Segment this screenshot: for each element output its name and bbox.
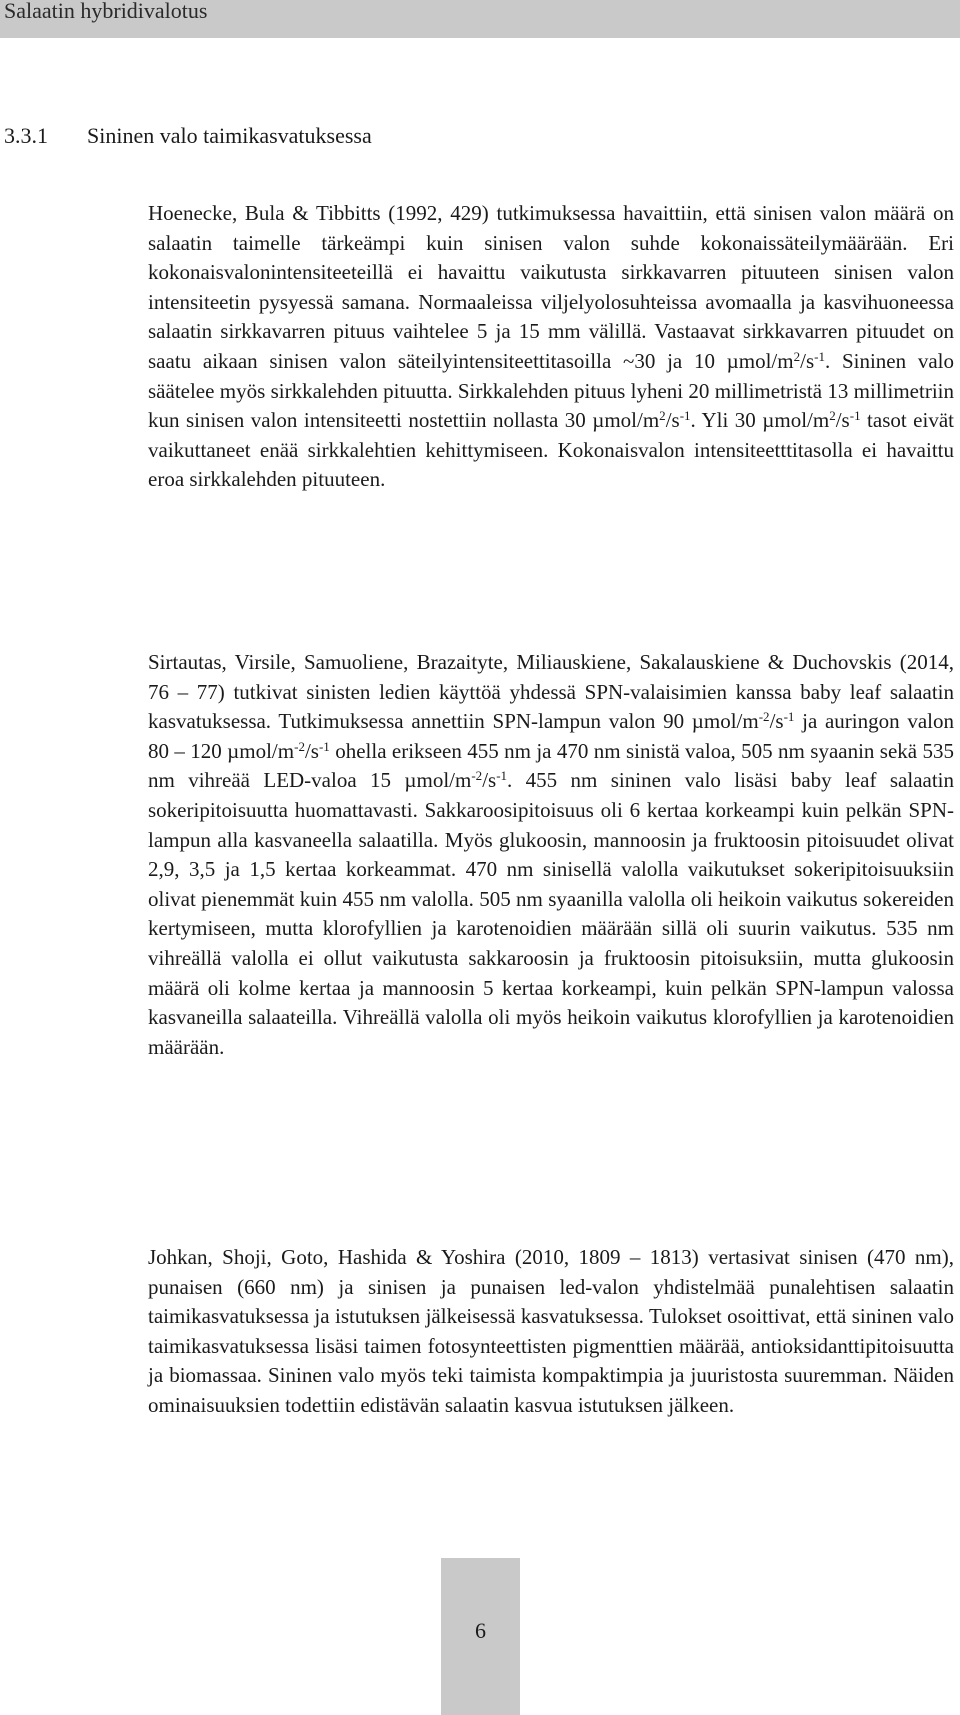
text-run: Johkan, Shoji, Goto, Hashida & Yoshira (2010, 1809 – 1813) vertasivat sinisen (470 nm), punaisen (660 nm) ja sinisen ja punaisen led-valon yhdistelmää punalehtisen salaatin taimikasvatuksessa ja istutuksen jälkeisessä kasvatuksessa. Tulokset osoittivat, että sininen valo taimikasvatuksessa lisäsi taimen fotosynteettisten pigmenttien määrää, antioksidanttipitoisuutta ja biomassaa. Sininen valo myös teki taimista kompaktimpia ja juuristosta suuremman. Näiden ominaisuuksien todettiin edistävän salaatin kasvua istutuksen jälkeen.: [148, 1245, 954, 1417]
section-number: 3.3.1: [4, 123, 48, 148]
paragraph-johkan: [148, 1243, 954, 1421]
text-run: /s: [304, 738, 319, 763]
text-run: Hoenecke, Bula & Tibbitts (1992, 429) tutkimuksessa havaittiin, että sinisen valon määrä on salaatin taimelle tärkeämpi kuin sinisen valon suhde kokonaissäteilymäärään. Eri kokonaisvalonintensiteeteillä ei havaittu vaikutusta sirkkavarren pituuteen sinisen valon intensiteetin pysyessä samana. Normaaleissa viljelyolosuhteissa avomaalla ja kasvihuoneessa salaatin sirkkavarren pituus vaihtelee 5 ja 15 mm välillä. Vastaavat sirkkavarren pituudet on saatu aikaan sinisen valon säteilyintensiteettitasoilla ~30 ja 10 µmol/m: [148, 201, 954, 373]
superscript: 2: [793, 348, 801, 364]
page-number: 6: [475, 1618, 486, 1643]
text-run: /s: [769, 709, 784, 734]
text-run: tasot eivät vaikuttaneet enää sirkkalehtien kehittymiseen. Kokonaisvalon intensiteetttitasolla ei havaittu eroa sirkkalehden pituuteen.: [148, 408, 954, 492]
text-run: Sirtautas, Virsile, Samuoliene, Brazaityte, Miliauskiene, Sakalauskiene & Duchovskis (2014, 76 – 77) tutkivat sinisten ledien käyttöä yhdessä SPN-valaisimien kanssa baby leaf salaatin kasvatuksessa. Tutkimuksessa annettiin SPN-lampun valon 90 µmol/m: [148, 650, 954, 734]
text-run: . Yli 30 µmol/m: [690, 408, 830, 433]
superscript: -2: [471, 768, 483, 784]
superscript: -2: [294, 738, 305, 754]
paragraph-sirtautas: [148, 648, 954, 1062]
running-header: [0, 0, 960, 38]
text-run: /s: [665, 408, 680, 433]
superscript: 2: [829, 408, 836, 423]
superscript: -1: [679, 408, 691, 423]
running-header-title: Salaatin hybridivalotus: [4, 0, 208, 23]
text-run: /s: [800, 348, 815, 373]
paragraph-hoenecke: [148, 199, 954, 495]
section-title: Sininen valo taimikasvatuksessa: [87, 123, 372, 148]
superscript: 2: [659, 408, 666, 423]
text-run: . 455 nm sininen valo lisäsi baby leaf salaatin sokeripitoisuutta huomattavasti. Sakkaroosipitoisuus oli 6 kertaa korkeampi kuin pelkän SPN-lampun alla kasvaneella salaatilla. Myös glukoosin, mannoosin ja fruktoosin pitoisuudet olivat 2,9, 3,5 ja 1,5 kertaa korkeammat. 470 nm sinisellä valolla vaikutukset sokeripitoisuuksiin olivat pienemmät kuin 455 nm valolla. 505 nm syaanilla valolla oli heikoin vaikutus sokereiden kertymiseen, mutta klorofyllien ja karotenoidien määrään sillä oli suurin vaikutus. 535 nm vihreällä valolla ei ollut vaikutusta sakkaroosin ja fruktoosin pitoisuksiin, mutta glukoosin määrä oli kolme kertaa ja mannoosin 5 kertaa korkeampi, kuin pelkän SPN-lampun valossa kasvaneilla salaateilla. Vihreällä valolla oli myös heikoin vaikutus klorofyllien ja karotenoidien määrään.: [148, 768, 955, 1059]
superscript: -1: [496, 768, 508, 784]
superscript: -1: [849, 408, 861, 423]
superscript: -2: [758, 709, 770, 725]
superscript: -1: [318, 738, 330, 754]
text-run: /s: [482, 768, 497, 793]
page-number-box: [441, 1558, 520, 1715]
text-run: . Sininen valo säätelee myös sirkkalehden pituutta. Sirkkalehden pituus lyheni 20 millimetristä 13 millimetriin kun sinisen valon intensiteetti nostettiin nollasta 30 µmol/m: [148, 348, 954, 433]
section-heading: [4, 123, 372, 149]
superscript: -1: [783, 709, 795, 725]
text-run: /s: [835, 408, 850, 433]
superscript: -1: [814, 348, 825, 364]
text-run: ja auringon valon 80 – 120 µmol/m: [148, 709, 954, 763]
text-run: ohella erikseen 455 nm ja 470 nm sinistä valoa, 505 nm syaanin sekä 535 nm vihreää LED-valoa 15 µmol/m: [148, 738, 955, 793]
